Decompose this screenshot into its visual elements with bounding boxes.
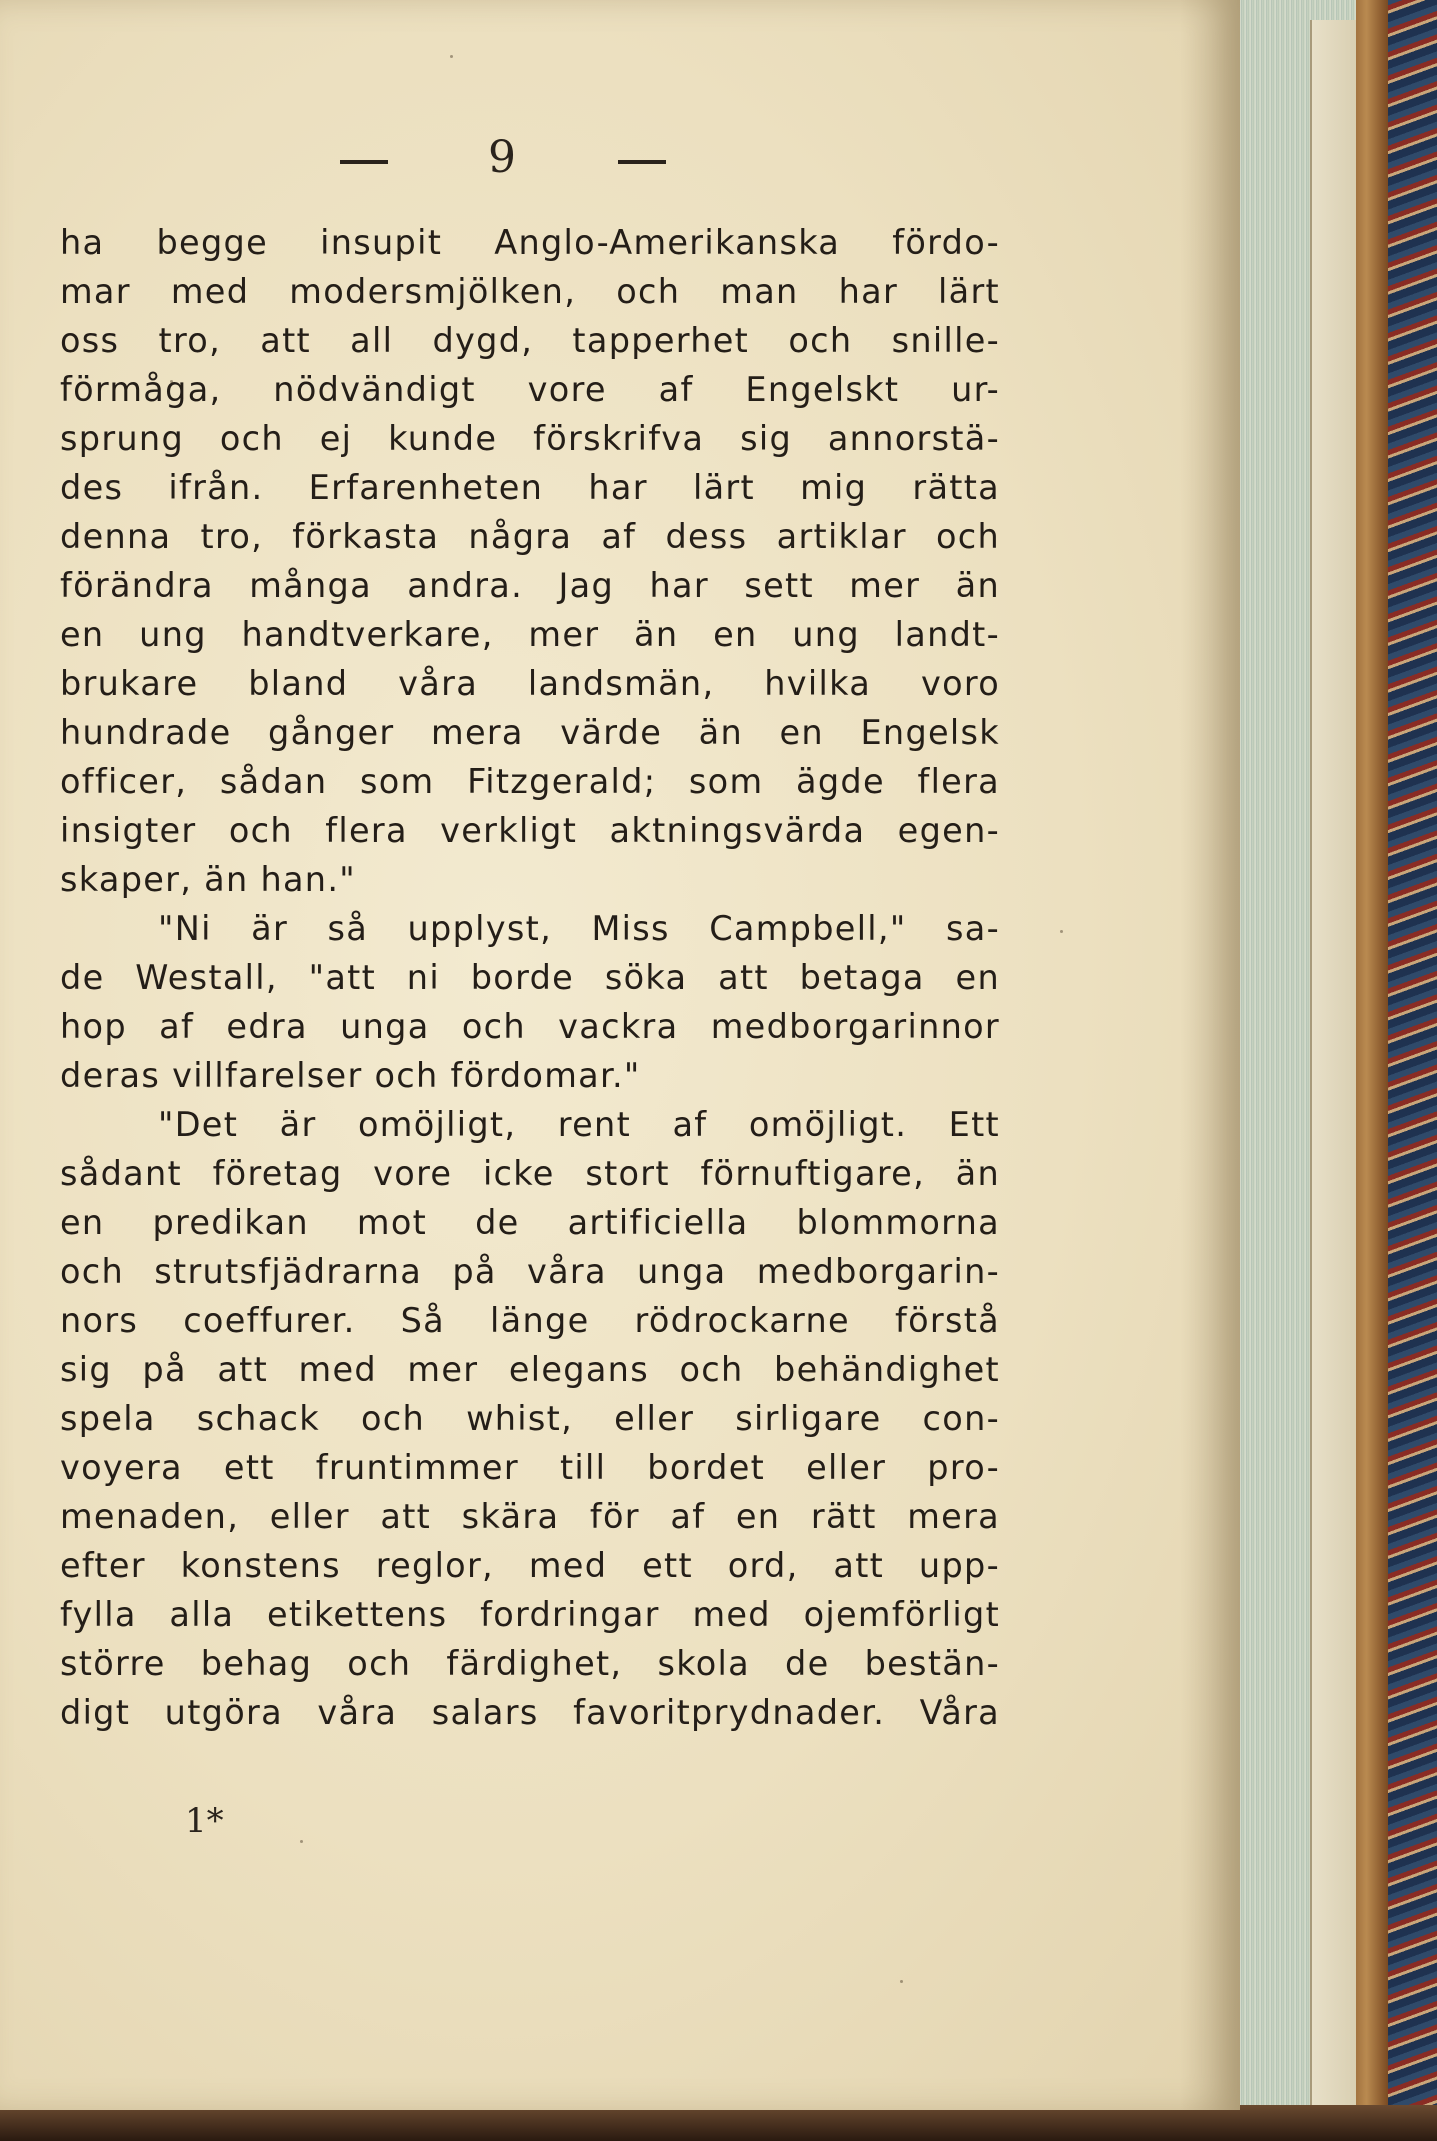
text-line: mar med modersmjölken, och man har lärt — [60, 272, 1000, 311]
text-line: de Westall, "att ni borde söka att betaga en — [60, 958, 1000, 997]
text-line: voyera ett fruntimmer till bordet eller pro- — [60, 1448, 1000, 1487]
paper-speck — [1060, 930, 1063, 933]
text-line: en predikan mot de artificiella blommorna — [60, 1203, 1000, 1242]
text-line: förmåga, nödvändigt vore af Engelskt ur- — [60, 370, 1000, 409]
text-line: hundrade gånger mera värde än en Engelsk — [60, 713, 1000, 752]
paper-speck — [300, 1840, 303, 1843]
marbled-cover-edge — [1385, 0, 1437, 2141]
gutter-shade — [1180, 0, 1240, 2110]
text-line: nors coeffurer. Så länge rödrockarne förstå — [60, 1301, 1000, 1340]
header-dash-right — [618, 160, 666, 164]
text-line: hop af edra unga och vackra medborgarinnor — [60, 1007, 1000, 1046]
text-line: insigter och flera verkligt aktningsvärda egen- — [60, 811, 1000, 850]
text-line: officer, sådan som Fitzgerald; som ägde flera — [60, 762, 1000, 801]
text-line: och strutsfjädrarna på våra unga medborgarin- — [60, 1252, 1000, 1291]
body-text — [60, 218, 1000, 1737]
text-line: större behag och färdighet, skola de bestän- — [60, 1644, 1000, 1683]
text-line: sig på att med mer elegans och behändighet — [60, 1350, 1000, 1389]
page-number: 9 — [488, 132, 516, 183]
text-line: ha begge insupit Anglo-Amerikanska fördo- — [60, 223, 1000, 262]
text-line: skaper, än han." — [60, 860, 356, 899]
bottom-shadow — [0, 2105, 1437, 2141]
page-header — [340, 132, 680, 192]
paper-speck — [450, 55, 453, 58]
text-line: förändra många andra. Jag har sett mer än — [60, 566, 1000, 605]
text-line: denna tro, förkasta några af dess artiklar och — [60, 517, 1000, 556]
cover-binding — [1352, 0, 1388, 2141]
back-page-edge — [1310, 20, 1356, 2110]
text-line: en ung handtverkare, mer än en ung landt- — [60, 615, 1000, 654]
text-line: digt utgöra våra salars favoritprydnader. Våra — [60, 1693, 1000, 1732]
header-dash-left — [340, 160, 388, 164]
signature-mark: 1* — [185, 1801, 224, 1841]
paper-speck — [820, 1110, 823, 1113]
text-line: "Ni är så upplyst, Miss Campbell," sa- — [158, 909, 1000, 948]
paper-speck — [170, 380, 173, 383]
text-line: efter konstens reglor, med ett ord, att upp- — [60, 1546, 1000, 1585]
text-line: oss tro, att all dygd, tapperhet och snille- — [60, 321, 1000, 360]
text-line: des ifrån. Erfarenheten har lärt mig rätta — [60, 468, 1000, 507]
paper-speck — [900, 1980, 903, 1983]
text-line: deras villfarelser och fördomar." — [60, 1056, 641, 1095]
text-line: sprung och ej kunde förskrifva sig annorstä- — [60, 419, 1000, 458]
text-line: brukare bland våra landsmän, hvilka voro — [60, 664, 1000, 703]
text-line: sådant företag vore icke stort förnuftigare, än — [60, 1154, 1000, 1193]
text-line: "Det är omöjligt, rent af omöjligt. Ett — [158, 1105, 1000, 1144]
text-line: spela schack och whist, eller sirligare con- — [60, 1399, 1000, 1438]
text-line: fylla alla etikettens fordringar med ojemförligt — [60, 1595, 1000, 1634]
text-line: menaden, eller att skära för af en rätt mera — [60, 1497, 1000, 1536]
